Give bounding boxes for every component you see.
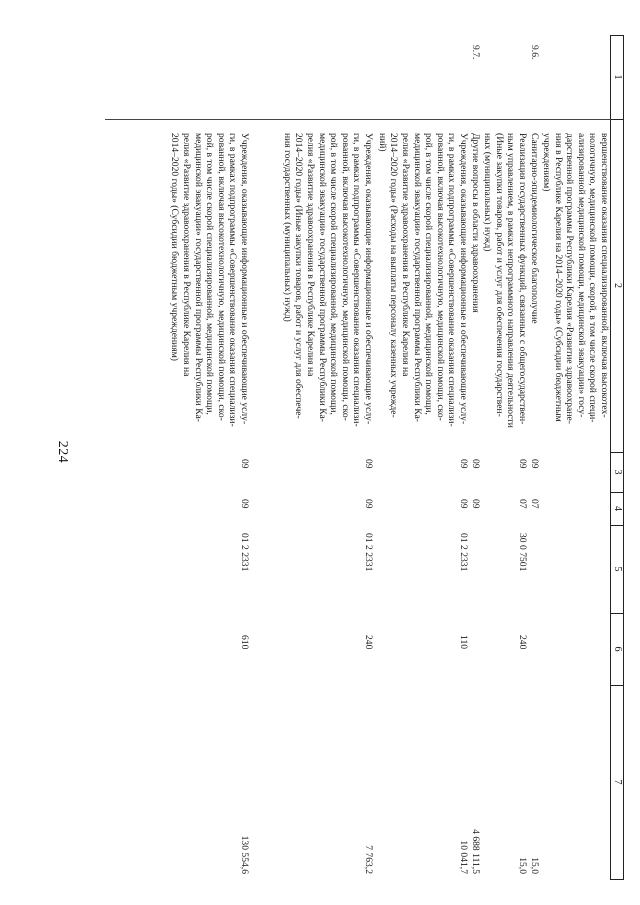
- row-amount: 4 688 111,5: [470, 829, 481, 874]
- row-section: 09: [529, 459, 540, 469]
- row-section: 09: [458, 459, 469, 469]
- row-expense-type: 610: [239, 635, 250, 650]
- column-header-2: 2: [612, 283, 623, 288]
- row-section: 09: [239, 459, 250, 469]
- row-section: 09: [517, 459, 528, 469]
- budget-table: [105, 35, 624, 880]
- row-name: Учреждения, оказывающие информационные и обеспечивающие услу- ги, в рамках подпрограммы «Совершенствование оказания специализи- рованной, включая высокотехнологичную, медицинской помощи, ско- рой, в том числе скорой специализированной, медицинской помощи, медицинской эвакуации» государственной программы Республики Ка- релия «Развитие здравоохранения в Республике Карелия на 2014–2020 годы» (Расходы на выплаты персоналу казенных учрежде- ний): [376, 133, 469, 427]
- row-name: Другие вопросы в области здравоохранения: [470, 133, 481, 313]
- column-header-4: 4: [612, 506, 623, 511]
- row-number: 9.6.: [529, 45, 540, 60]
- row-expense-type: 110: [458, 635, 469, 650]
- row-target-article: 01 2 2331: [458, 533, 469, 572]
- row-name: Учреждения, оказывающие информационные и обеспечивающие услу- ги, в рамках подпрограммы «Совершенствование оказания специализи- рованной, включая высокотехнологичную, медицинской помощи, ско- рой, в том числе скорой специализированной, медицинской помощи, медицинской эвакуации» государственной программы Республики Ка- релия «Развитие здравоохранения в Республике Карелия на 2014–2020 годы» (Иные закупки товаров, работ и услуг для обеспече- ния государственных (муниципальных) нужд): [281, 133, 374, 427]
- row-subsection: 09: [458, 499, 469, 509]
- row-name: вершенствование оказания специализированной, включая высокотех- нологичную, медицинской помощи, скорой, в том числе скорой специ- ализированной медицинской помощи, медицинской эвакуации» госу- дарственной программы Республики Карелия «Развитие здравоохране- ния в Республике Карелия на 2014–2020 годы» (Субсидии бюджетным учреждениям): [541, 133, 610, 424]
- row-expense-type: 240: [363, 635, 374, 650]
- column-header-1: 1: [612, 74, 623, 80]
- row-subsection: 09: [239, 499, 250, 509]
- row-target-article: 01 2 2331: [363, 533, 374, 572]
- row-amount: 7 763,2: [363, 845, 374, 874]
- row-target-article: 01 2 2331: [239, 533, 250, 572]
- column-header-5: 5: [612, 566, 623, 572]
- row-subsection: 07: [529, 499, 540, 509]
- row-amount: 15,0: [517, 857, 528, 874]
- column-header-6: 6: [612, 646, 623, 652]
- row-number: 9.7.: [470, 45, 481, 60]
- row-name: Реализация государственных функций, связанных с общегосударствен- ным управлением, в рамках непрограммного направления деятельности (Иные закупки товаров, работ и услуг для обеспечения государствен- ных (муниципальных) нужд): [482, 133, 528, 428]
- row-subsection: 07: [517, 499, 528, 509]
- row-section: 09: [363, 459, 374, 469]
- row-amount: 15,0: [529, 857, 540, 874]
- header-divider: [611, 879, 624, 880]
- column-header-3: 3: [612, 469, 623, 475]
- row-amount: 130 554,6: [239, 835, 250, 874]
- row-expense-type: 240: [517, 635, 528, 650]
- row-target-article: 30 0 7501: [517, 533, 528, 572]
- row-subsection: 09: [363, 499, 374, 509]
- page-number: 224: [55, 440, 70, 464]
- row-section: 09: [470, 459, 481, 469]
- row-name: Учреждения, оказывающие информационные и обеспечивающие услу- ги, в рамках подпрограммы «Совершенствование оказания специализи- рованной, включая высокотехнологичную, медицинской помощи, ско- рой, в том числе скорой специализированной, медицинской помощи, медицинской эвакуации» государственной программы Республики Ка- релия «Развитие здравоохранения в Республике Карелия на 2014–2020 годы» (Субсидии бюджетным учреждениям): [169, 133, 250, 427]
- row-amount: 10 041,7: [458, 840, 469, 874]
- row-subsection: 09: [470, 499, 481, 509]
- column-header-7: 7: [612, 779, 623, 785]
- row-name: Санитарно-эпидемиологическое благополучие: [529, 133, 540, 324]
- column-divider: [105, 119, 611, 120]
